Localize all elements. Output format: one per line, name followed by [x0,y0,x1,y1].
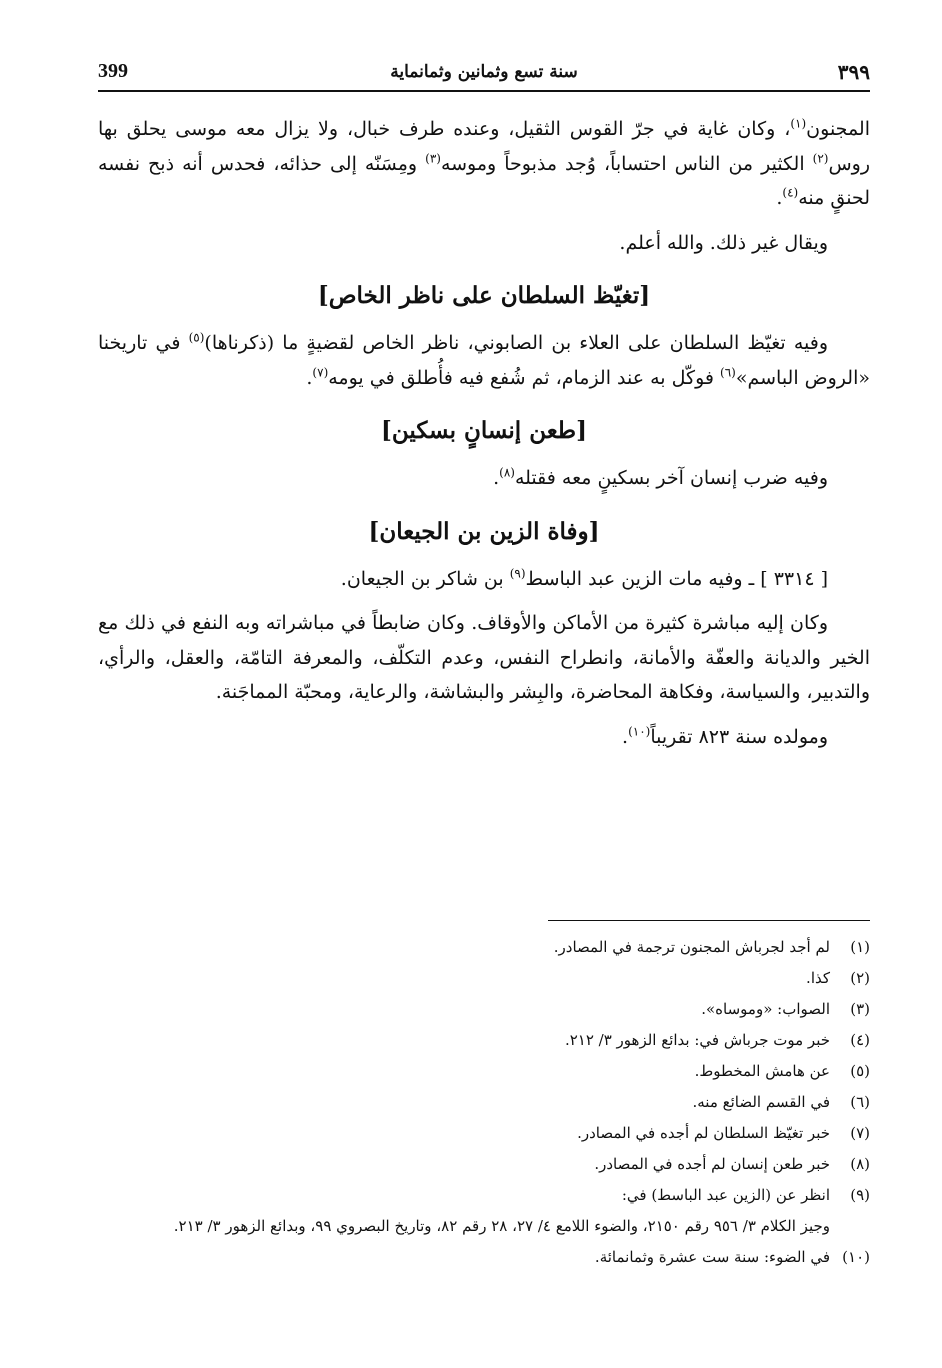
footnote: (٩) انظر عن (الزين عبد الباسط) في: وجيز الكلام ٣/ ٩٥٦ رقم ٢١٥٠، والضوء اللامع ٤/ ٢٧، ٢٨ رقم ٨٢، وتاريخ البصروي ٩٩، وبدائع الزهور ٣/ ٢١٣. [173,1186,870,1235]
paragraph-7: ومولده سنة ٨٢٣ تقريباً$^{(١٠)}$. [622,724,828,748]
footnote: (٨) خبر طعن إنسان لم أجده في المصادر. [594,1155,870,1173]
running-title: سنة تسع وثمانين وثمانماية [390,62,578,82]
paragraph-5: [ ٣٣١٤ ] ـ وفيه مات الزين عبد الباسط$^{(٩)}$ بن شاكر بن الجيعان. [340,566,828,590]
footnote-ref: (٣) [425,151,441,166]
footnote-ref: (١) [790,116,807,131]
footnotes [98,932,870,1273]
footnote-ref: (٩) [509,566,526,581]
footnote: (٣) الصواب: «وموساه». [701,1000,870,1018]
footnote-ref: (٢) [812,151,829,166]
footnote: (٦) في القسم الضائع منه. [692,1093,870,1111]
footnote: (٧) خبر تغيّظ السلطان لم أجده في المصادر. [577,1124,870,1142]
page-header [98,58,870,92]
footnote: (١٠) في الضوء: سنة ست عشرة وثمانمائة. [594,1248,870,1266]
section-heading-1: [تغيّظ السلطان على ناظر الخاص] [317,282,651,309]
footnote: (٤) خبر موت جرباش في: بدائع الزهور ٣/ ٢١٢. [564,1031,870,1049]
footnote-divider [548,920,870,921]
footnote-continuation: وجيز الكلام ٣/ ٩٥٦ رقم ٢١٥٠، والضوء اللامع ٤/ ٢٧، ٢٨ رقم ٨٢، وتاريخ البصروي ٩٩، وبدائع الزهور ٣/ ٢١٣. [173,1217,830,1235]
main-text [98,112,870,764]
section-heading-2: [طعن إنسانٍ بسكين] [381,417,587,444]
page-number-arabic: ٣٩٩ [837,60,870,84]
paragraph-3: وفيه تغيّظ السلطان على العلاء بن الصابوني، ناظر الخاص لقضيةٍ ما (ذكرناها)$^{(٥)}$ في تاريخنا «الروض الباسم»$^{(٦)}$ فوكّل به عند الزمام، ثم شُفع فيه فأُطلق في يومه$^{(٧)}$. [98,330,870,389]
footnote-ref: (٦) [720,365,736,380]
footnote: (١) لم أجد لجرباش المجنون ترجمة في المصادر. [553,938,870,956]
paragraph-6: وكان إليه مباشرة كثيرة من الأماكن والأوقاف. وكان ضابطاً في مباشراته وبه النفع في ذلك مع الخير والديانة والعفّة والأمانة، وانطراح النفس، وعدم التكلّف، والمعرفة التامّة، والعقل، والرأي، والتدبير، والسياسة، وفكاهة المحاضرة، والبِشر والبشاشة، والرعاية، ومحبّة المماجَنة. [98,612,870,703]
footnote: (٢) كذا. [806,969,870,987]
footnote-ref: (٥) [188,330,205,345]
section-heading-3: [وفاة الزين بن الجيعان] [368,517,600,545]
footnote-ref: (٨) [499,465,515,480]
footnote-ref: (٧) [312,365,329,380]
footnote-ref: (١٠) [628,724,651,739]
entry-number: [ ٣٣١٤ ] [760,567,828,590]
paragraph-1: المجنون$^{(١)}$، وكان غاية في جرّ القوس الثقيل، وعنده طرف خبال، ولا يزال معه موسى يحلق بها روس$^{(٢)}$ الكثير من الناس احتساباً، وُجد مذبوحاً وموسه$^{(٣)}$ ومِسَنّه إلى حذائه، فحدس أنه ذبح نفسه لحنقٍ منه$^{(٤)}$. [98,116,870,209]
paragraph-2: ويقال غير ذلك. والله أعلم. [619,231,828,254]
footnote-ref: (٤) [782,185,799,200]
page-number-latin: 399 [98,60,128,82]
footnote: (٥) عن هامش المخطوط. [694,1062,870,1080]
paragraph-4: وفيه ضرب إنسان آخر بسكينٍ معه فقتله$^{(٨)}$. [493,465,828,489]
